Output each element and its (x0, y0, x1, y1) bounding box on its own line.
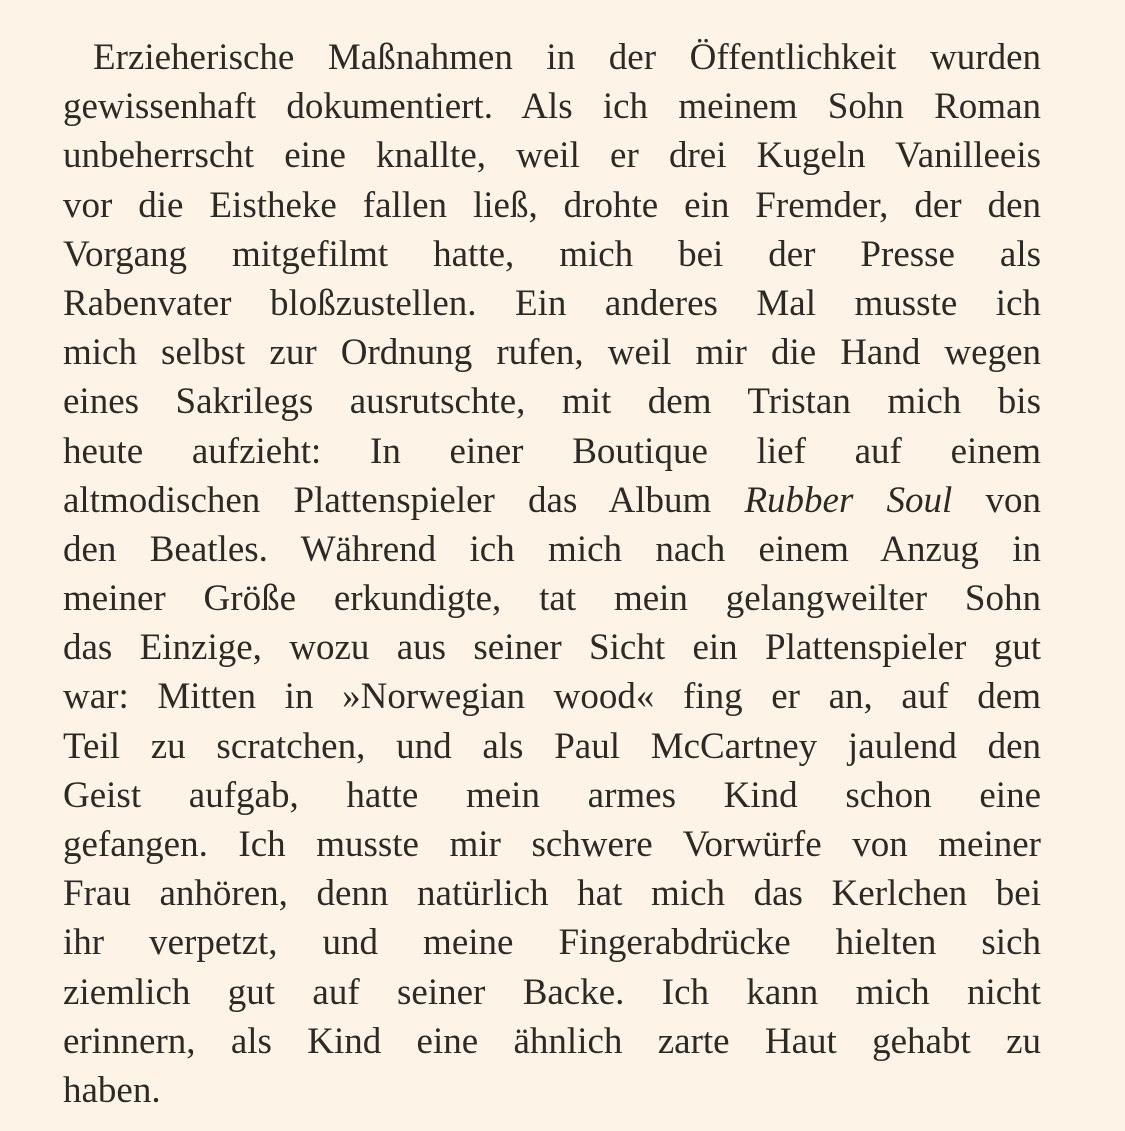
text-line: gewissenhaft dokumentiert. Als ich meinem Sohn Roman (63, 86, 1041, 128)
text-line: Rabenvater bloßzustellen. Ein anderes Mal musste ich (63, 282, 1041, 324)
text-line-with-album-title (63, 476, 1041, 525)
text-line: ihr verpetzt, und meine Fingerabdrücke hielten sich (63, 922, 1041, 964)
text-line: eines Sakrilegs ausrutschte, mit dem Tristan mich bis (63, 381, 1041, 423)
text-line: war: Mitten in »Norwegian wood« fing er an, auf dem (63, 676, 1041, 718)
body-paragraph (63, 33, 1041, 1115)
album-title: Rubber Soul (744, 479, 953, 521)
text-line: vor die Eistheke fallen ließ, drohte ein Fremder, der den (63, 184, 1041, 226)
text-line: heute aufzieht: In einer Boutique lief auf einem (63, 430, 1041, 472)
text-line: unbeherrscht eine knallte, weil er drei Kugeln Vanilleeis (63, 135, 1041, 177)
text-line: Erzieherische Maßnahmen in der Öffentlichkeit wurden (93, 37, 1041, 78)
text-line: ziemlich gut auf seiner Backe. Ich kann mich nicht (63, 971, 1041, 1013)
text-line: mich selbst zur Ordnung rufen, weil mir die Hand wegen (63, 332, 1041, 374)
text-line: Frau anhören, denn natürlich hat mich das Kerlchen bei (63, 873, 1041, 915)
text-line: Teil zu scratchen, und als Paul McCartney jaulend den (63, 725, 1041, 767)
text-line: erinnern, als Kind eine ähnlich zarte Haut gehabt zu (63, 1020, 1041, 1062)
text-line: meiner Größe erkundigte, tat mein gelangweilter Sohn (63, 578, 1041, 620)
text-line: Vorgang mitgefilmt hatte, mich bei der Presse als (63, 233, 1041, 275)
text-line: den Beatles. Während ich mich nach einem Anzug in (63, 528, 1041, 570)
text-line: haben. (63, 1069, 161, 1111)
text-line: Geist aufgab, hatte mein armes Kind schon eine (63, 774, 1041, 816)
text-segment: altmodischen Plattenspieler das Album (63, 479, 712, 521)
text-line: gefangen. Ich musste mir schwere Vorwürfe von meiner (63, 824, 1041, 865)
text-line: das Einzige, wozu aus seiner Sicht ein Plattenspieler gut (63, 627, 1041, 669)
text-segment: von (985, 479, 1042, 521)
